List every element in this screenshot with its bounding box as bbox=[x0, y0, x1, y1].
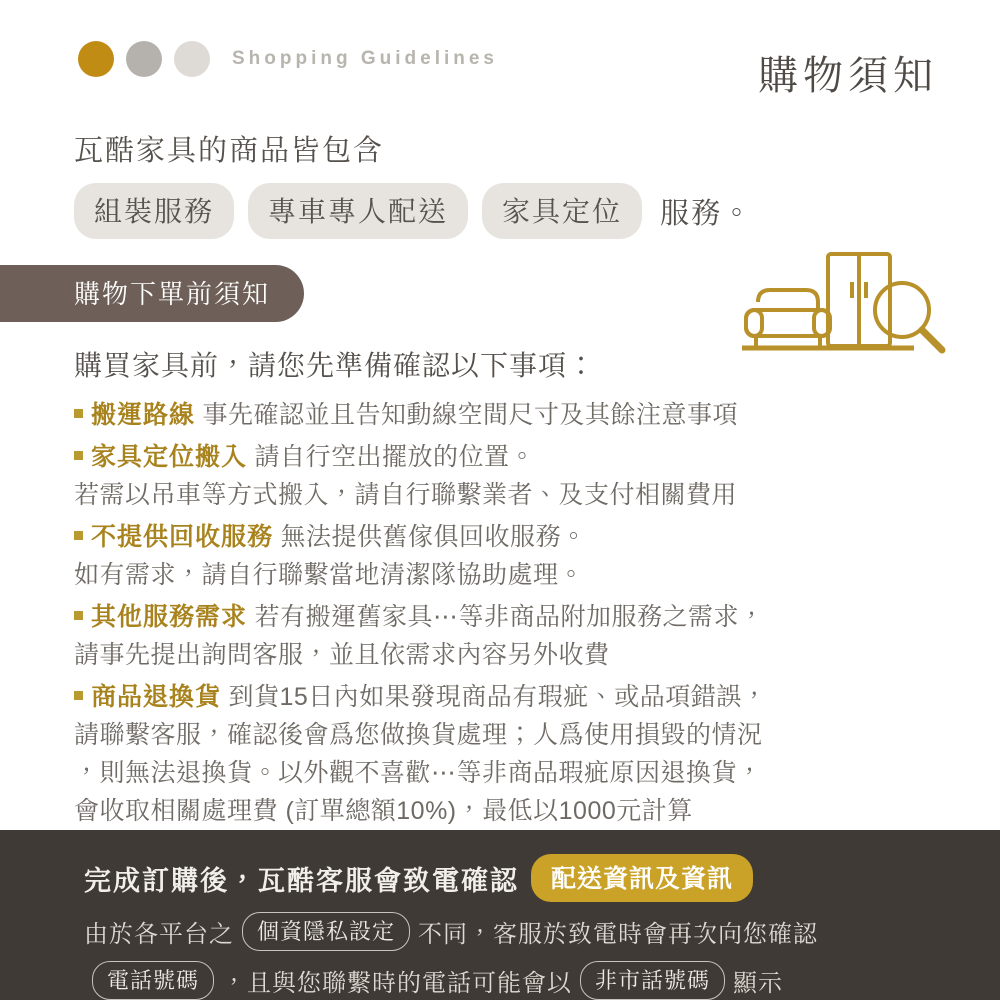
decorative-dots bbox=[78, 41, 210, 77]
intro-tail: 服務。 bbox=[660, 197, 754, 230]
section-lead: 購買家具前，請您先準備確認以下事項： bbox=[74, 350, 597, 381]
section-tag: 購物下單前須知 bbox=[0, 265, 304, 322]
bullet-square-icon bbox=[74, 691, 83, 700]
item-head: 家具定位搬入 bbox=[91, 443, 248, 471]
dot-gray-icon bbox=[126, 41, 162, 77]
list-item bbox=[74, 518, 944, 594]
list-item bbox=[74, 438, 944, 514]
page-header bbox=[0, 0, 1000, 118]
notice-list bbox=[74, 396, 944, 830]
notice-body bbox=[0, 344, 1000, 830]
intro-block bbox=[0, 118, 1000, 239]
footer-line3-b: 顯示 bbox=[733, 970, 784, 997]
footer-pill-privacy: 個資隱私設定 bbox=[242, 912, 410, 951]
service-chip: 組裝服務 bbox=[74, 183, 234, 239]
footer-pill-phone: 電話號碼 bbox=[92, 961, 214, 1000]
footer-line3-a: ，且與您聯繫時的電話可能會以 bbox=[222, 970, 573, 997]
footer-line-3 bbox=[84, 961, 960, 1000]
service-chip: 專車專人配送 bbox=[248, 183, 468, 239]
bullet-square-icon bbox=[74, 451, 83, 460]
footer-line2-a: 由於各平台之 bbox=[84, 921, 234, 948]
bullet-square-icon bbox=[74, 531, 83, 540]
footer-headline bbox=[84, 854, 960, 902]
item-continuation: 請聯繫客服，確認後會爲您做換貨處理；人爲使用損毀的情況 bbox=[74, 721, 763, 749]
item-continuation: ，則無法退換貨。以外觀不喜歡⋯等非商品瑕疵原因退換貨， bbox=[74, 759, 763, 787]
item-text: 到貨15日內如果發現商品有瑕疵、或品項錯誤， bbox=[228, 683, 768, 711]
footer-pill-nonlandline: 非市話號碼 bbox=[580, 961, 725, 1000]
item-continuation: 如有需求，請自行聯繫當地清潔隊協助處理。 bbox=[74, 561, 585, 589]
item-continuation: 會收取相關處理費 (訂單總額10%)，最低以1000元計算 bbox=[74, 797, 693, 825]
footer-pill-delivery: 配送資訊及資訊 bbox=[531, 854, 753, 902]
list-item bbox=[74, 396, 944, 434]
item-head: 不提供回收服務 bbox=[91, 523, 274, 551]
item-text: 無法提供舊傢俱回收服務。 bbox=[280, 523, 587, 551]
item-continuation: 請事先提出詢問客服，並且依需求內容另外收費 bbox=[74, 641, 610, 669]
service-chip-row bbox=[74, 183, 940, 239]
item-head: 其他服務需求 bbox=[91, 603, 248, 631]
bullet-square-icon bbox=[74, 409, 83, 418]
page-footer bbox=[0, 830, 1000, 1000]
header-eyebrow: Shopping Guidelines bbox=[232, 48, 498, 69]
item-text: 事先確認並且告知動線空間尺寸及其餘注意事項 bbox=[202, 401, 738, 429]
furniture-search-icon bbox=[736, 248, 956, 378]
item-continuation: 若需以吊車等方式搬入，請自行聯繫業者、及支付相關費用 bbox=[74, 481, 738, 509]
item-text: 若有搬運舊家具⋯等非商品附加服務之需求， bbox=[254, 603, 765, 631]
item-head: 商品退換貨 bbox=[91, 683, 222, 711]
page-title: 購物須知 bbox=[758, 54, 938, 98]
bullet-square-icon bbox=[74, 611, 83, 620]
list-item bbox=[74, 678, 944, 830]
footer-line2-b: 不同，客服於致電時會再次向您確認 bbox=[418, 921, 819, 948]
intro-line: 瓦酷家具的商品皆包含 bbox=[74, 135, 385, 167]
dot-light-icon bbox=[174, 41, 210, 77]
service-chip: 家具定位 bbox=[482, 183, 642, 239]
item-head: 搬運路線 bbox=[91, 401, 196, 429]
footer-line-2 bbox=[84, 912, 960, 951]
footer-headline-text: 完成訂購後，瓦酷客服會致電確認 bbox=[84, 865, 519, 896]
item-text: 請自行空出擺放的位置。 bbox=[254, 443, 535, 471]
list-item bbox=[74, 598, 944, 674]
dot-gold-icon bbox=[78, 41, 114, 77]
